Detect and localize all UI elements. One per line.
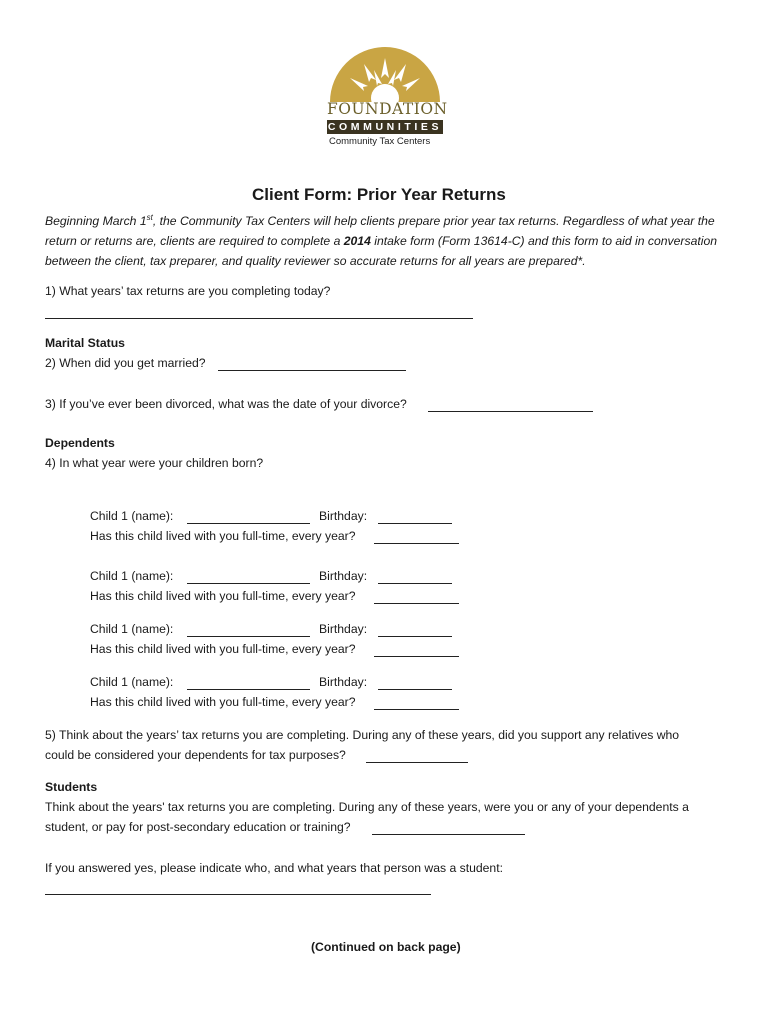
child-name-label: Child 1 (name): <box>90 675 174 689</box>
child-lived-label: Has this child lived with you full-time, every year? <box>90 529 356 543</box>
students-followup-input[interactable] <box>45 880 431 894</box>
child-birthday-field[interactable] <box>378 569 452 584</box>
students-heading: Students <box>45 780 98 794</box>
logo-communities-bar: COMMUNITIES <box>327 121 443 133</box>
students-question-line2: student, or pay for post-secondary education or training? <box>45 820 351 834</box>
divorce-date-field[interactable] <box>428 397 593 412</box>
child-lived-field[interactable] <box>374 529 459 544</box>
child-birthday-input[interactable] <box>378 675 452 689</box>
child-birthday-field[interactable] <box>378 622 452 637</box>
child-birthday-input[interactable] <box>378 622 452 636</box>
child-name-field[interactable] <box>187 569 310 584</box>
education-input[interactable] <box>372 820 525 834</box>
child-birthday-input[interactable] <box>378 509 452 523</box>
intro-part1: Beginning March 1 <box>45 214 147 229</box>
question-1-label: 1) What years’ tax returns are you completing today? <box>45 284 331 298</box>
relatives-support-input[interactable] <box>366 748 468 762</box>
child-birthday-field[interactable] <box>378 675 452 690</box>
sun-logo-icon <box>320 40 450 102</box>
child-birthday-label: Birthday: <box>319 509 368 523</box>
child-block <box>0 675 770 715</box>
child-name-field[interactable] <box>187 509 310 524</box>
child-birthday-label: Birthday: <box>319 622 368 636</box>
child-block <box>0 569 770 609</box>
question-5-line1: 5) Think about the years’ tax returns you are completing. During any of these years, did you support any relatives who <box>45 728 680 742</box>
foundation-communities-logo <box>320 40 450 152</box>
child-name-label: Child 1 (name): <box>90 569 174 583</box>
child-name-field[interactable] <box>187 675 310 690</box>
child-birthday-field[interactable] <box>378 509 452 524</box>
child-birthday-label: Birthday: <box>319 569 368 583</box>
logo-foundation-text: FOUNDATION <box>327 100 448 118</box>
intro-year: 2014 <box>343 234 371 249</box>
child-lived-field[interactable] <box>374 589 459 604</box>
students-question-line1: Think about the years' tax returns you are completing. During any of these years, were you or any of your dependents a <box>45 800 689 814</box>
child-birthday-input[interactable] <box>378 569 452 583</box>
child-name-input[interactable] <box>187 509 310 523</box>
marriage-date-field[interactable] <box>218 356 406 371</box>
logo-tax-centers-text: Community Tax Centers <box>329 136 431 147</box>
marriage-date-input[interactable] <box>218 356 406 370</box>
divorce-date-input[interactable] <box>428 397 593 411</box>
question-5-line2: could be considered your dependents for tax purposes? <box>45 748 346 762</box>
child-lived-input[interactable] <box>374 642 459 656</box>
child-lived-field[interactable] <box>374 695 459 710</box>
child-block <box>0 509 770 549</box>
question-4-label: 4) In what year were your children born? <box>45 456 264 470</box>
question-3-label: 3) If you’ve ever been divorced, what was the date of your divorce? <box>45 397 407 411</box>
dependents-heading: Dependents <box>45 436 115 450</box>
child-name-field[interactable] <box>187 622 310 637</box>
child-birthday-label: Birthday: <box>319 675 368 689</box>
intro-paragraph <box>45 208 735 271</box>
child-name-label: Child 1 (name): <box>90 509 174 523</box>
continued-note: (Continued on back page) <box>311 940 461 954</box>
students-followup-field[interactable] <box>45 880 431 895</box>
page-title: Client Form: Prior Year Returns <box>252 185 506 204</box>
child-lived-input[interactable] <box>374 589 459 603</box>
education-field[interactable] <box>372 820 525 835</box>
child-lived-label: Has this child lived with you full-time, every year? <box>90 589 356 603</box>
intro-part2: , the Community Tax Centers will help clients prepare prior year tax returns. Regardless of what year the return or returns are, clients are required to complete a <box>45 214 715 249</box>
intro-part3: intake form (Form 13614-C) and this form to aid in conversation between the client, tax preparer, and quality reviewer so accurate returns for all years are prepared*. <box>45 234 718 269</box>
child-lived-input[interactable] <box>374 529 459 543</box>
question-1-input[interactable] <box>45 304 473 318</box>
child-name-input[interactable] <box>187 622 310 636</box>
students-followup-label: If you answered yes, please indicate who, and what years that person was a student: <box>45 861 503 875</box>
child-lived-input[interactable] <box>374 695 459 709</box>
question-2-label: 2) When did you get married? <box>45 356 206 370</box>
intro-superscript: st <box>146 213 153 222</box>
marital-status-heading: Marital Status <box>45 336 125 350</box>
child-name-input[interactable] <box>187 569 310 583</box>
question-1-field[interactable] <box>45 304 473 319</box>
child-name-input[interactable] <box>187 675 310 689</box>
child-lived-label: Has this child lived with you full-time, every year? <box>90 695 356 709</box>
child-lived-field[interactable] <box>374 642 459 657</box>
child-name-label: Child 1 (name): <box>90 622 174 636</box>
child-block <box>0 622 770 662</box>
relatives-support-field[interactable] <box>366 748 468 763</box>
child-lived-label: Has this child lived with you full-time, every year? <box>90 642 356 656</box>
